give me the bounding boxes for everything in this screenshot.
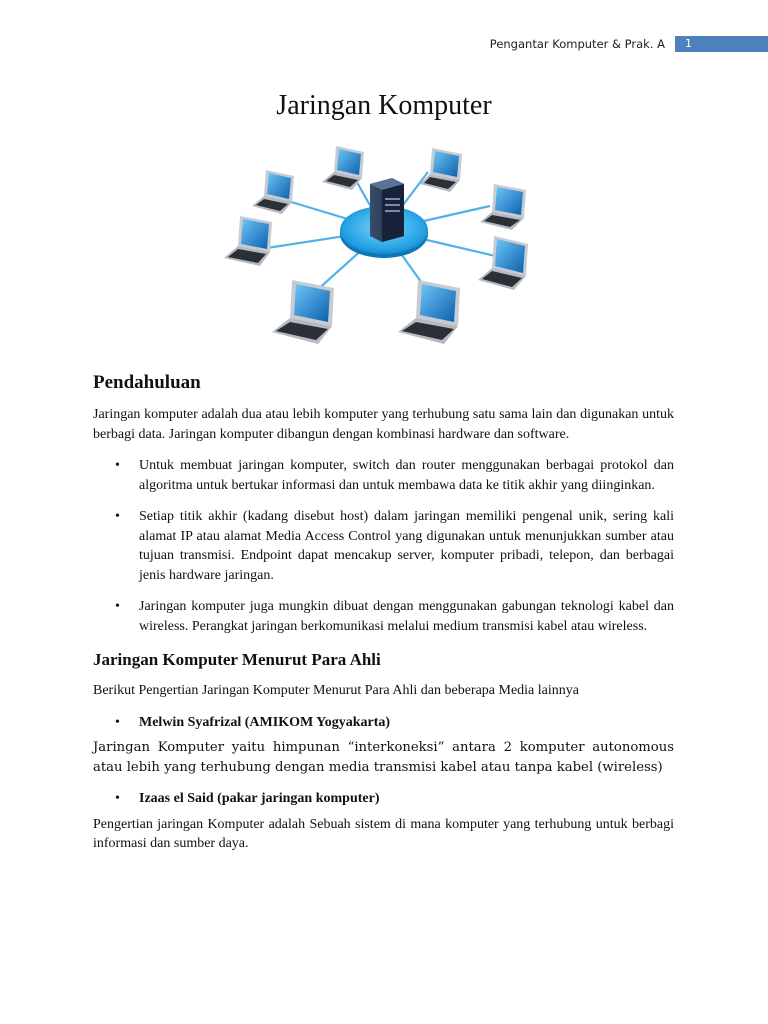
bullet-list bbox=[93, 456, 674, 636]
list-item-text: Jaringan komputer juga mungkin dibuat dengan menggunakan gabungan teknologi kabel dan wireless. Perangkat jaringan berkomunikasi melalui medium transmisi kabel atau wireless. bbox=[139, 599, 674, 634]
list-item-text: Setiap titik akhir (kadang disebut host) dalam jaringan memiliki pengenal unik, sering kali alamat IP atau alamat Media Access Control yang digunakan untuk menunjukkan sumber atau tujuan transmisi. Endpoint dapat mencakup server, komputer pribadi, telepon, dan berbagai jenis hardware jaringan. bbox=[139, 509, 674, 583]
bullet-icon: • bbox=[115, 458, 120, 473]
expert-name-item bbox=[93, 713, 674, 733]
list-item bbox=[93, 507, 674, 585]
document-title: Jaringan Komputer bbox=[276, 90, 492, 121]
paragraph-para-ahli-intro: Berikut Pengertian Jaringan Komputer Menurut Para Ahli dan beberapa Media lainnya bbox=[93, 683, 579, 698]
list-item bbox=[93, 597, 674, 636]
header-course-title: Pengantar Komputer & Prak. A bbox=[489, 37, 665, 51]
expert-definition: Jaringan Komputer yaitu himpunan “interkoneksi” antara 2 komputer autonomous atau lebih yang terhubung dengan media transmisi kabel atau tanpa kabel (wireless) bbox=[93, 740, 674, 775]
section-heading-pendahuluan: Pendahuluan bbox=[93, 372, 201, 393]
bullet-icon: • bbox=[115, 714, 120, 730]
network-illustration bbox=[222, 140, 546, 360]
paragraph-intro: Jaringan komputer adalah dua atau lebih komputer yang terhubung satu sama lain dan digunakan untuk berbagi data. Jaringan komputer dibangun dengan kombinasi hardware dan software. bbox=[93, 407, 674, 442]
expert-list bbox=[93, 789, 674, 809]
expert-name-item bbox=[93, 789, 674, 809]
list-item-text: Untuk membuat jaringan komputer, switch dan router menggunakan berbagai protokol dan algoritma untuk bertukar informasi dan untuk membawa data ke titik akhir yang diinginkan. bbox=[139, 458, 674, 493]
bullet-icon: • bbox=[115, 509, 120, 524]
section-heading-para-ahli: Jaringan Komputer Menurut Para Ahli bbox=[93, 650, 381, 669]
bullet-icon: • bbox=[115, 791, 120, 806]
expert-list bbox=[93, 713, 674, 733]
page-header bbox=[490, 36, 768, 52]
expert-name: Izaas el Said (pakar jaringan komputer) bbox=[139, 791, 380, 806]
expert-name: Melwin Syafrizal (AMIKOM Yogyakarta) bbox=[139, 714, 391, 730]
network-server-laptops-icon bbox=[222, 140, 546, 360]
page-number-badge: 1 bbox=[675, 36, 768, 52]
bullet-icon: • bbox=[115, 599, 120, 614]
document-body bbox=[93, 368, 674, 854]
list-item bbox=[93, 456, 674, 495]
expert-definition: Pengertian jaringan Komputer adalah Sebuah sistem di mana komputer yang terhubung untuk berbagi informasi dan sumber daya. bbox=[93, 816, 674, 851]
